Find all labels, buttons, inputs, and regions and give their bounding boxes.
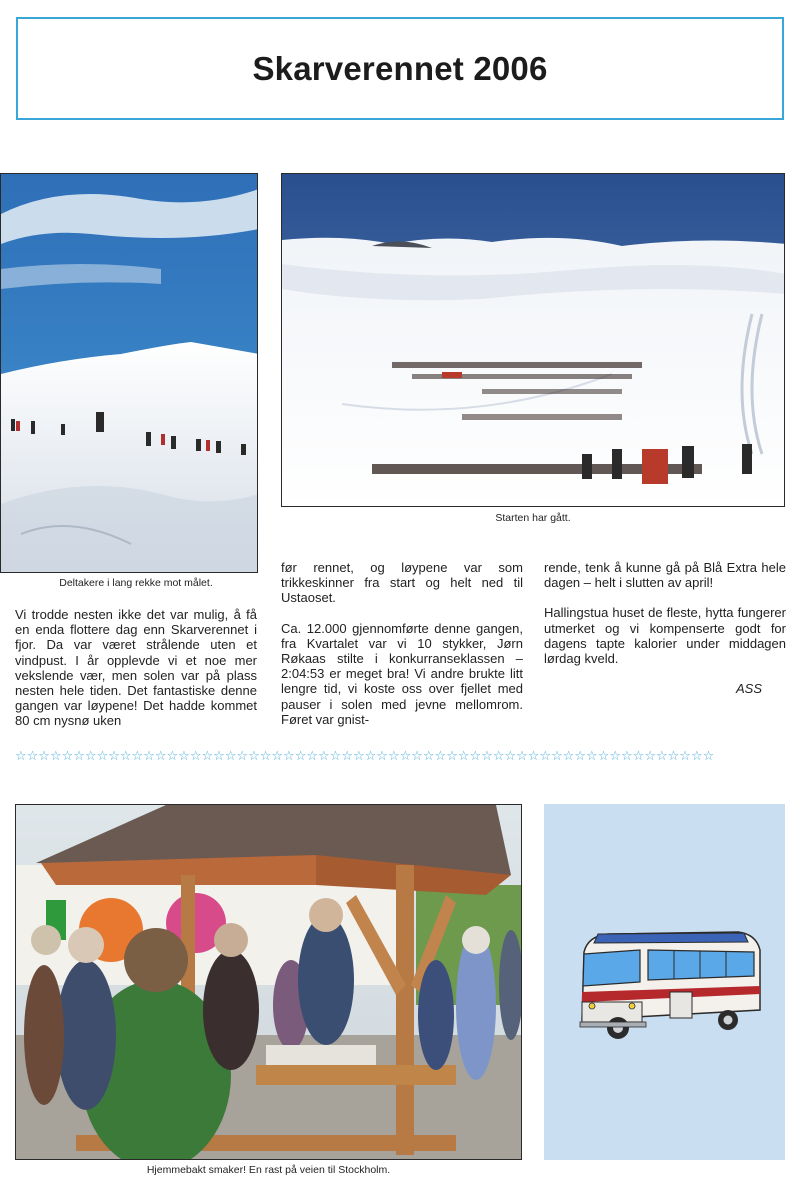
photo-rest-stop [15,804,522,1160]
article-paragraph: rende, tenk å kunne gå på Blå Extra hele dagen – helt i slutten av april! [544,560,786,591]
article-paragraph: Vi trodde nesten ikke det var mulig, å få en enda flottere dag enn Skarverennet i fjor. Da var været strålende uten et vindpust. I år opplevde vi et noe mer vekslende vær, men solen var på plass nesten hele tiden. Det fantastiske denne gangen var løypene! Det hadde kommet 80 cm nysnø uken [15,607,257,729]
photo-skiers-row [0,173,258,573]
page-title: Skarverennet 2006 [252,49,548,87]
article-column-1 [15,607,257,744]
photo-skiers-row-image [1,174,258,573]
bus-illustration-panel [544,804,785,1160]
photo-caption-left: Deltakere i lang rekke mot målet. [59,577,213,589]
photo-race-start [281,173,785,507]
article-column-3 [544,560,786,711]
article-paragraph: Hallingstua huset de fleste, hytta fungerer utmerket og vi kompenserte godt for dagens tapte kalorier under middagen lørdag kveld. [544,605,786,667]
photo-caption-bottom: Hjemmebakt smaker! En rast på veien til Stockholm. [146,1164,391,1176]
author-signature: ASS [735,681,762,697]
photo-rest-stop-image [16,805,522,1160]
photo-caption-right: Starten har gått. [495,512,571,524]
title-box [16,17,784,120]
article-paragraph: Ca. 12.000 gjennomførte denne gangen, fra Kvartalet var vi 10 stykker, Jørn Røkaas stilte i konkurranseklassen – 2:04:53 er meget bra! Vi andre brukte litt lengre tid, vi koste oss over fjellet med pauser i solen med jevne mellomrom. Føret var gnist- [281,620,523,727]
article-column-2 [281,560,523,742]
bus-icon [544,804,785,1160]
article-paragraph: før rennet, og løypene var som trikkeskinner fra start og helt ned til Ustaoset. [281,560,523,606]
photo-race-start-image [282,174,785,507]
star-divider: ☆☆☆☆☆☆☆☆☆☆☆☆☆☆☆☆☆☆☆☆☆☆☆☆☆☆☆☆☆☆☆☆☆☆☆☆☆☆☆☆☆☆☆☆☆☆☆☆☆☆☆☆☆☆☆☆☆☆☆☆ [15,748,715,763]
